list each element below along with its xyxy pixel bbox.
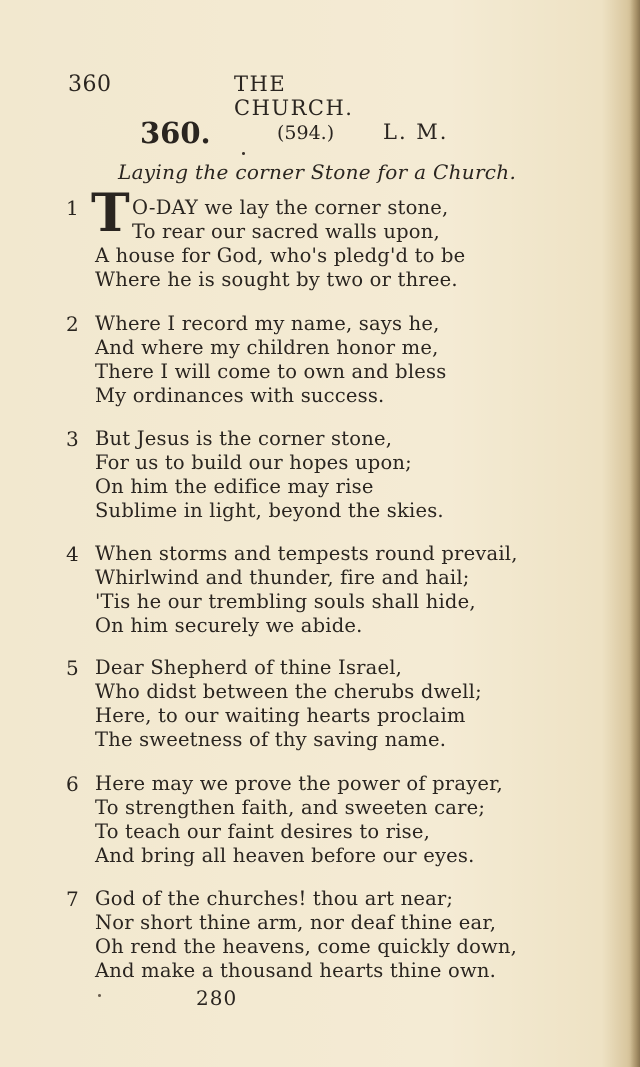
drop-cap: T — [91, 183, 130, 244]
verse-line: Oh rend the heavens, come quickly down, — [95, 935, 518, 958]
page-number: 360 — [68, 72, 112, 97]
running-head: THE CHURCH. — [234, 72, 354, 120]
verse-number: 1 — [66, 196, 79, 220]
verse-number: 7 — [66, 887, 79, 911]
verse-number: 6 — [66, 772, 79, 796]
verse-line: On him securely we abide. — [95, 614, 363, 637]
verse-line: A house for God, who's pledg'd to be — [95, 244, 466, 267]
hymn-meter: L. M. — [383, 120, 449, 144]
hymn-title: Laying the corner Stone for a Church. — [118, 160, 517, 184]
ornament-dot — [242, 152, 245, 155]
verse-line: God of the churches! thou art near; — [95, 887, 454, 910]
verse-line: Who didst between the cherubs dwell; — [95, 680, 482, 703]
verse-line: To teach our faint desires to rise, — [95, 820, 431, 843]
verse-line: And bring all heaven before our eyes. — [95, 844, 475, 867]
verse-line: When storms and tempests round prevail, — [95, 542, 518, 565]
verse-line: Whirlwind and thunder, fire and hail; — [95, 566, 470, 589]
verse-line: Nor short thine arm, nor deaf thine ear, — [95, 911, 497, 934]
verse-line: On him the edifice may rise — [95, 475, 374, 498]
verse-line: But Jesus is the corner stone, — [95, 427, 393, 450]
verse-line: For us to build our hopes upon; — [95, 451, 412, 474]
signature-mark: 280 — [196, 986, 238, 1010]
verse-line: 'Tis he our trembling souls shall hide, — [95, 590, 476, 613]
verse-line: My ordinances with success. — [95, 384, 385, 407]
verse-number: 3 — [66, 427, 79, 451]
verse-line: There I will come to own and bless — [95, 360, 447, 383]
verse-line: The sweetness of thy saving name. — [95, 728, 447, 751]
verse-line: Sublime in light, beyond the skies. — [95, 499, 444, 522]
verse-number: 5 — [66, 656, 79, 680]
verse-line: To strengthen faith, and sweeten care; — [95, 796, 486, 819]
verse-line: And make a thousand hearts thine own. — [95, 959, 496, 982]
verse-line: To rear our sacred walls upon, — [132, 220, 440, 243]
verse-line: Where he is sought by two or three. — [95, 268, 458, 291]
verse-line: Here may we prove the power of prayer, — [95, 772, 503, 795]
verse-line: And where my children honor me, — [95, 336, 439, 359]
hymn-number: 360. — [140, 116, 211, 150]
footer-dot — [98, 994, 101, 997]
hymn-heading — [140, 116, 460, 152]
verse-number: 2 — [66, 312, 79, 336]
page-header — [68, 72, 398, 120]
page-edge-shadow — [630, 0, 640, 1067]
verse-line: O-DAY we lay the corner stone, — [132, 196, 449, 219]
verse-line: Here, to our waiting hearts proclaim — [95, 704, 466, 727]
verse-line: Dear Shepherd of thine Israel, — [95, 656, 403, 679]
hymn-reference: (594.) — [277, 122, 335, 144]
verse-line: Where I record my name, says he, — [95, 312, 440, 335]
verse-number: 4 — [66, 542, 79, 566]
